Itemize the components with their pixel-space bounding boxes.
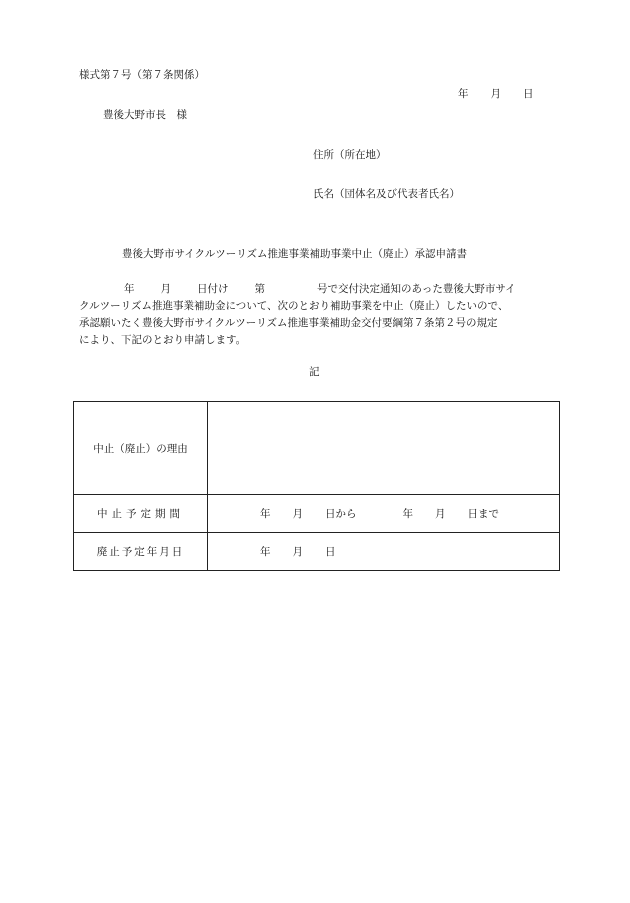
abolish-date-label: 廃止予定年月日 bbox=[74, 533, 208, 571]
application-body bbox=[79, 281, 555, 349]
body-month: 月 bbox=[160, 283, 171, 295]
period-from-year: 年 bbox=[260, 508, 271, 520]
period-to-month: 月 bbox=[435, 508, 446, 520]
date-year: 年 bbox=[458, 88, 469, 100]
addressee: 豊後大野市長 様 bbox=[103, 109, 187, 121]
period-from-day: 日から bbox=[325, 508, 357, 520]
period-to-year: 年 bbox=[402, 508, 413, 520]
period-field[interactable] bbox=[208, 495, 560, 533]
table-row-reason bbox=[74, 402, 560, 495]
address-label: 住所（所在地） bbox=[313, 149, 387, 161]
body-number-prefix: 第 bbox=[254, 283, 265, 295]
ki-heading: 記 bbox=[309, 366, 320, 378]
body-line-2: クルツーリズム推進事業補助金について、次のとおり補助事業を中止（廃止）したいので、 bbox=[79, 300, 509, 312]
abolish-year: 年 bbox=[260, 546, 271, 558]
date-month: 月 bbox=[490, 88, 501, 100]
submission-date bbox=[458, 86, 534, 101]
period-from-month: 月 bbox=[292, 508, 303, 520]
body-line-1 bbox=[79, 281, 555, 298]
date-day: 日 bbox=[523, 88, 534, 100]
body-date-suffix: 日付け bbox=[197, 283, 229, 295]
reason-field[interactable] bbox=[208, 402, 560, 495]
document-title: 豊後大野市サイクルツーリズム推進事業補助事業中止（廃止）承認申請書 bbox=[122, 248, 468, 260]
body-line-3: 承認願いたく豊後大野市サイクルツーリズム推進事業補助金交付要綱第７条第２号の規定 bbox=[79, 317, 498, 329]
form-number: 様式第７号（第７条関係） bbox=[79, 69, 205, 81]
table-row-abolish-date bbox=[74, 533, 560, 571]
table-row-period bbox=[74, 495, 560, 533]
body-line-4: により、下記のとおり申請します。 bbox=[79, 334, 247, 346]
body-year: 年 bbox=[124, 283, 135, 295]
period-to-day: 日まで bbox=[467, 508, 499, 520]
body-line-1-rest: 号で交付決定通知のあった豊後大野市サイ bbox=[317, 283, 516, 295]
abolish-day: 日 bbox=[325, 546, 336, 558]
reason-label: 中止（廃止）の理由 bbox=[74, 402, 208, 495]
period-label: 中止予定期間 bbox=[74, 495, 208, 533]
abolish-month: 月 bbox=[292, 546, 303, 558]
detail-table bbox=[73, 401, 560, 571]
name-label: 氏名（団体名及び代表者氏名） bbox=[313, 188, 460, 200]
abolish-date-field[interactable] bbox=[208, 533, 560, 571]
